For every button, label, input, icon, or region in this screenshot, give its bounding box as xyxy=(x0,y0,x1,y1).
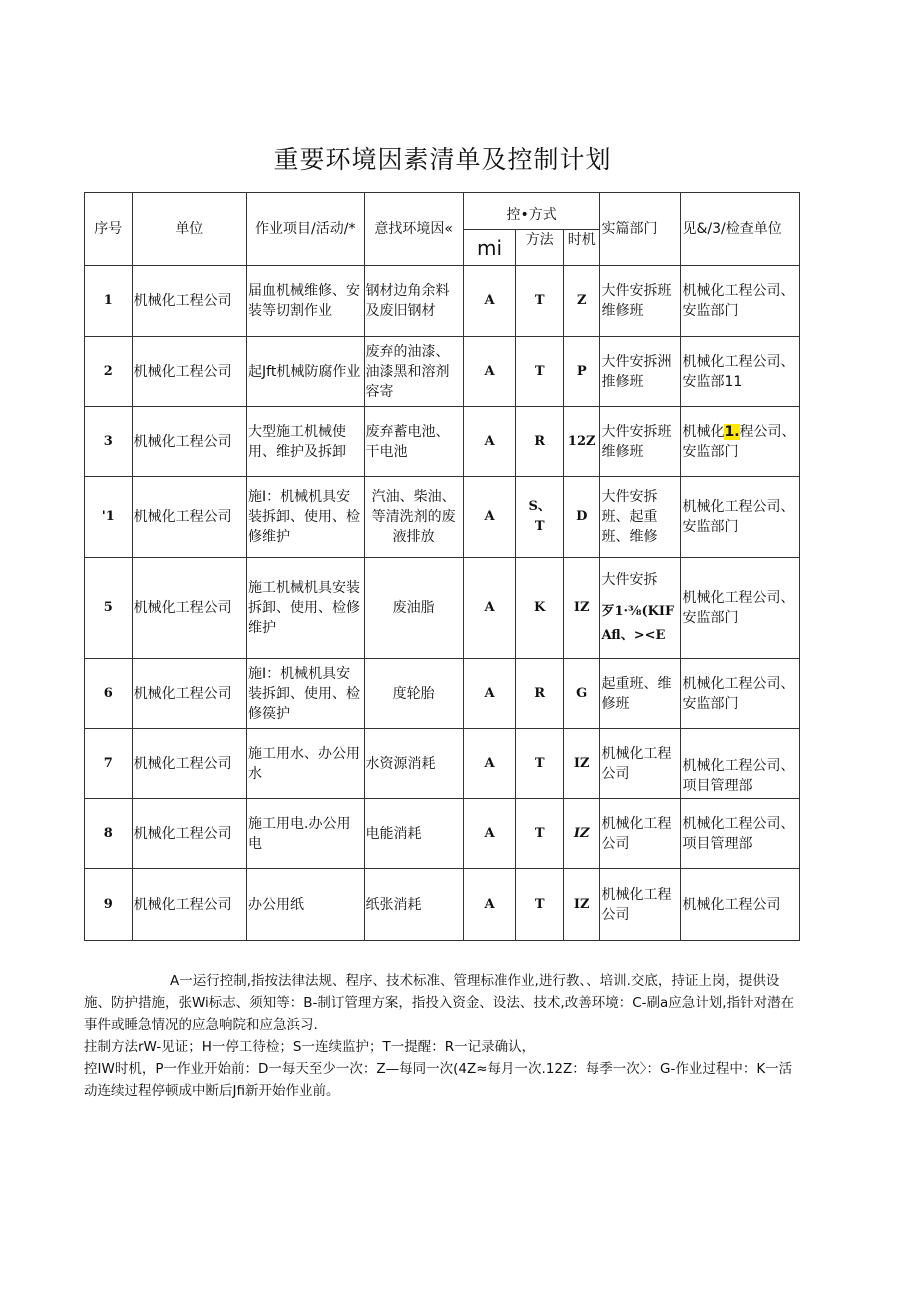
row-check: 机械化工程公司、安监部门 xyxy=(681,266,800,337)
header-unit: 单位 xyxy=(132,193,246,266)
row-seq: 3 xyxy=(85,407,133,477)
header-dept: 实篇部门 xyxy=(600,193,681,266)
row-dept: 大件安拆班维修班 xyxy=(600,266,681,337)
row-factor: 电能消耗 xyxy=(364,799,463,869)
row-timing: D xyxy=(563,477,599,558)
row-seq: 5 xyxy=(85,558,133,659)
row-dept: 机械化工程公司 xyxy=(600,799,681,869)
row-method: T xyxy=(516,266,564,337)
row-method xyxy=(516,477,564,558)
header-seq: 序号 xyxy=(85,193,133,266)
highlighted-text: 1. xyxy=(724,423,740,440)
header-factor: 意找环境因« xyxy=(364,193,463,266)
row-unit: 机械化工程公司 xyxy=(132,337,246,407)
row-activity: 施I：机械机具安装拆卸、使用、检修维护 xyxy=(247,477,364,558)
row-unit: 机械化工程公司 xyxy=(132,659,246,729)
row-timing: Z xyxy=(563,266,599,337)
note-control-timing: 控IW时机，P一作业开始前：D一每天至少一次：Z—每同一次(4Z≈每月一次.12Z：每季一次〉：G-作业过程中：K一活动连续过程停顿成中断后Jfi新开始作业前。 xyxy=(84,1061,793,1099)
row-method: T xyxy=(516,729,564,799)
row-factor: 废弃蓄电池、干电池 xyxy=(364,407,463,477)
notes xyxy=(84,970,796,1102)
row-check: 机械化工程公司 xyxy=(681,869,800,941)
row-timing: IZ xyxy=(563,729,599,799)
row-unit: 机械化工程公司 xyxy=(132,266,246,337)
header-control-group: 控•方式 xyxy=(463,193,600,230)
row-method: T xyxy=(516,337,564,407)
row-factor: 钢材边角余料及废旧钢材 xyxy=(364,266,463,337)
row-timing: 12Z xyxy=(563,407,599,477)
row-seq: 9 xyxy=(85,869,133,941)
header-mi: mi xyxy=(463,230,516,266)
row-mi: A xyxy=(463,869,516,941)
row-check: 机械化工程公司、项目管理部 xyxy=(681,729,800,799)
row-unit: 机械化工程公司 xyxy=(132,558,246,659)
note-control-types: A一运行控制,指按法律法规、程序、技术标准、管理标准作业,进行教、、培训.交底，持证上岗，提供设施、防护措施，张Wi标志、须知等：B-制订管理方案，指投入资金、设法、技术,改善环境：C-刷a应急计划,指针对潜在事件或睡急情况的应急响院和应急浜习. xyxy=(84,973,795,1033)
table-row xyxy=(85,799,800,869)
row-mi: A xyxy=(463,477,516,558)
row-dept: 大件安拆班、起重班、维修 xyxy=(600,477,681,558)
method-line-2: T xyxy=(534,519,545,534)
row-unit: 机械化工程公司 xyxy=(132,477,246,558)
row-method: R xyxy=(516,407,564,477)
header-method: 方法 xyxy=(516,230,564,266)
environment-factor-table xyxy=(84,192,800,941)
row-unit: 机械化工程公司 xyxy=(132,729,246,799)
header-row xyxy=(85,193,800,230)
row-timing: G xyxy=(563,659,599,729)
row-activity: 起Jft机械防腐作业 xyxy=(247,337,364,407)
table-row xyxy=(85,477,800,558)
row-seq: 1 xyxy=(85,266,133,337)
page-title: 重要环境因素清单及控制计划 xyxy=(273,145,612,174)
row-check: 机械化工程公司、安监部门 xyxy=(681,477,800,558)
row-check: 机械化工程公司、安监部11 xyxy=(681,337,800,407)
header-timing: 时机 xyxy=(563,230,599,266)
check-text-pre: 机械化 xyxy=(682,423,725,440)
row-seq: 6 xyxy=(85,659,133,729)
row-seq: 7 xyxy=(85,729,133,799)
row-mi: A xyxy=(463,659,516,729)
row-method: R xyxy=(516,659,564,729)
row-factor: 废弃的油漆、油漆黑和溶剂容寄 xyxy=(364,337,463,407)
table-row xyxy=(85,729,800,799)
table-row xyxy=(85,337,800,407)
row-factor: 水资源消耗 xyxy=(364,729,463,799)
row-activity: 办公用纸 xyxy=(247,869,364,941)
row-timing: IZ xyxy=(563,869,599,941)
row-activity: 大型施工机械使用、维护及拆卸 xyxy=(247,407,364,477)
row-check: 机械化工程公司、安监部门 xyxy=(681,558,800,659)
row-factor: 废油脂 xyxy=(364,558,463,659)
row-dept: 机械化工程公司 xyxy=(600,869,681,941)
row-mi: A xyxy=(463,729,516,799)
row-activity: 届血机械维修、安装等切割作业 xyxy=(247,266,364,337)
row-timing: IZ xyxy=(563,799,599,869)
row-activity: 施工用水、办公用水 xyxy=(247,729,364,799)
method-line-1: S、 xyxy=(528,499,551,514)
row-mi: A xyxy=(463,799,516,869)
row-activity: 施工用电.办公用电 xyxy=(247,799,364,869)
dept-line-1: 大件安拆 xyxy=(601,572,658,588)
row-check: 机械化工程公司、安监部门 xyxy=(681,659,800,729)
row-unit: 机械化工程公司 xyxy=(132,799,246,869)
row-timing: P xyxy=(563,337,599,407)
header-activity: 作业项目/活动/* xyxy=(247,193,364,266)
row-seq: '1 xyxy=(85,477,133,558)
row-check xyxy=(681,407,800,477)
row-method: T xyxy=(516,869,564,941)
table-row xyxy=(85,266,800,337)
row-seq: 8 xyxy=(85,799,133,869)
row-factor: 纸张消耗 xyxy=(364,869,463,941)
dept-line-3: Afl、><E xyxy=(601,628,666,643)
row-factor: 度轮胎 xyxy=(364,659,463,729)
table-row xyxy=(85,407,800,477)
note-control-methods: 拄制方法rW-见证；H一停工待检；S一连续监护；T一提醒：R一记录确认， xyxy=(84,1039,536,1055)
row-activity: 施工机械机具安装拆卸、使用、检修维护 xyxy=(247,558,364,659)
row-mi: A xyxy=(463,337,516,407)
row-factor: 汽油、柴油、等清洗剂的废液排放 xyxy=(364,477,463,558)
row-timing: IZ xyxy=(563,558,599,659)
row-method: T xyxy=(516,799,564,869)
row-dept: 大件安拆班维修班 xyxy=(600,407,681,477)
table-row xyxy=(85,869,800,941)
row-activity: 施I：机械机具安装拆卸、使用、检修篌护 xyxy=(247,659,364,729)
row-dept: 大件安拆洲推修班 xyxy=(600,337,681,407)
table-row xyxy=(85,659,800,729)
row-dept xyxy=(600,558,681,659)
row-dept: 起重班、维修班 xyxy=(600,659,681,729)
row-mi: A xyxy=(463,266,516,337)
dept-line-2: 歹1·⅜(KIF xyxy=(601,604,675,619)
row-mi: A xyxy=(463,558,516,659)
row-check: 机械化工程公司、项目管理部 xyxy=(681,799,800,869)
table-row xyxy=(85,558,800,659)
row-dept: 机械化工程公司 xyxy=(600,729,681,799)
row-method: K xyxy=(516,558,564,659)
check-text-post: 程公司、安监部门 xyxy=(682,423,796,460)
header-check: 见&/3/检查单位 xyxy=(681,193,800,266)
row-unit: 机械化工程公司 xyxy=(132,407,246,477)
row-mi: A xyxy=(463,407,516,477)
row-unit: 机械化工程公司 xyxy=(132,869,246,941)
row-seq: 2 xyxy=(85,337,133,407)
